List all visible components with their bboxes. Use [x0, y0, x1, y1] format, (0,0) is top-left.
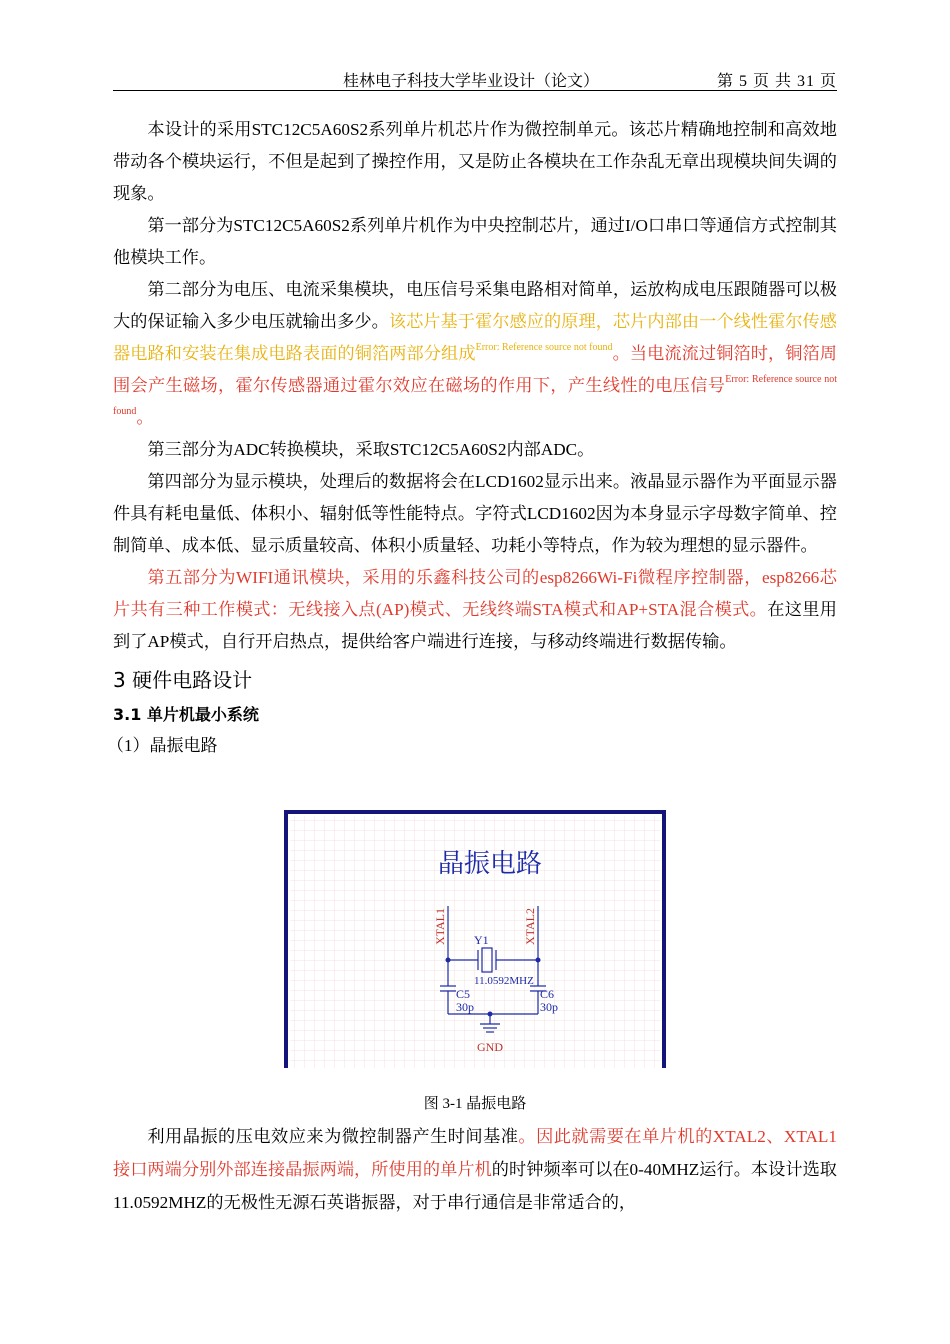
paragraph-7-red-text: 。因此就需要在单片机的XTAL2、XTAL1接口两端分别外部连接晶振两端，所使用的单片机: [113, 1127, 837, 1179]
paragraph-6: [113, 562, 837, 658]
paragraph-3-text: 第二部分为电压、电流采集模块，电压信号采集电路相对简单，运放构成电压跟随器可以极大的保证输入多少电压就输出多少。: [113, 280, 837, 331]
main-content: [107, 114, 837, 760]
paragraph-4: 第三部分为ADC转换模块，采取STC12C5A60S2内部ADC。: [147, 440, 595, 459]
schematic-figure: [284, 810, 666, 1068]
paragraph-6-red-text: 第五部分为WIFI通讯模块，采用的乐鑫科技公司的esp8266Wi-Fi微程序控制器，esp8266芯片共有三种工作模式：无线接入点(AP)模式、无线终端STA模式和AP+STA混合模式。: [113, 568, 837, 619]
reference-error-2: Error: Reference source not found: [113, 374, 837, 417]
header-page-info: 第 5 页 共 31 页: [716, 73, 837, 90]
paragraph-7-text-end: 的时钟频率可以在0-40MHZ运行。本设计选取11.0592MHZ的无极性无源石英谐振器，对于串行通信是非常适合的，: [113, 1160, 837, 1212]
net-label-xtal2: XTAL2: [523, 908, 537, 946]
paragraph-2: 第一部分为STC12C5A60S2系列单片机作为中央控制芯片，通过I/O口串口等通信方式控制其他模块工作。: [113, 216, 837, 267]
label-freq: 11.0592MHZ: [474, 975, 534, 987]
label-c6: C6: [540, 987, 555, 1001]
paragraph-7-text: 利用晶振的压电效应来为微控制器产生时间基准: [147, 1127, 519, 1146]
label-y1: Y1: [474, 933, 489, 947]
paragraph-1: 本设计的采用STC12C5A60S2系列单片机芯片作为微控制单元。该芯片精确地控制和高效地带动各个模块运行，不但是起到了操控作用，又是防止各模块在工作杂乱无章出现模块间失调的现象。: [113, 120, 837, 203]
label-c6-value: 30p: [540, 1000, 558, 1014]
paragraph-5: 第四部分为显示模块，处理后的数据将会在LCD1602显示出来。液晶显示器作为平面显示器件具有耗电量低、体积小、辐射低等性能特点。字符式LCD1602因为本身显示字母数字简单、控制简单、成本低、显示质量较高、体积小质量轻、功耗小等特点，作为较为理想的显示器件。: [113, 472, 837, 555]
schematic-title: 晶振电路: [437, 849, 543, 879]
net-label-xtal1: XTAL1: [433, 908, 447, 946]
label-gnd: GND: [477, 1040, 503, 1054]
paragraph-3: [113, 274, 837, 434]
paragraph-7: [113, 1120, 837, 1219]
reference-error-1: Error: Reference source not found: [475, 342, 613, 353]
label-c5-value: 30p: [456, 1000, 474, 1014]
paragraph-3-end: 。: [136, 408, 154, 427]
crystal-schematic: [284, 810, 666, 1068]
list-item-crystal-circuit: （1）晶振电路: [107, 736, 218, 755]
paragraph-3-highlight: 该芯片基于霍尔感应的原理，芯片内部由一个线性霍尔传感器电路和安装在集成电路表面的铜箔两部分组成: [113, 312, 837, 363]
lower-content: [113, 1120, 837, 1219]
figure-caption: 图 3-1 晶振电路: [423, 1096, 527, 1112]
page-header: [113, 64, 837, 91]
subsection-heading: 3.1 单片机最小系统: [113, 705, 259, 724]
header-title: 桂林电子科技大学毕业设计（论文）: [343, 73, 600, 90]
paragraph-3-red-text: 。当电流流过铜箔时，铜箔周围会产生磁场，霍尔传感器通过霍尔效应在磁场的作用下，产生线性的电压信号: [113, 344, 837, 395]
label-c5: C5: [456, 987, 471, 1001]
paragraph-6-text: 在这里用到了AP模式，自行开启热点，提供给客户端进行连接，与移动终端进行数据传输。: [113, 600, 837, 651]
section-heading: 3 硬件电路设计: [113, 668, 253, 692]
